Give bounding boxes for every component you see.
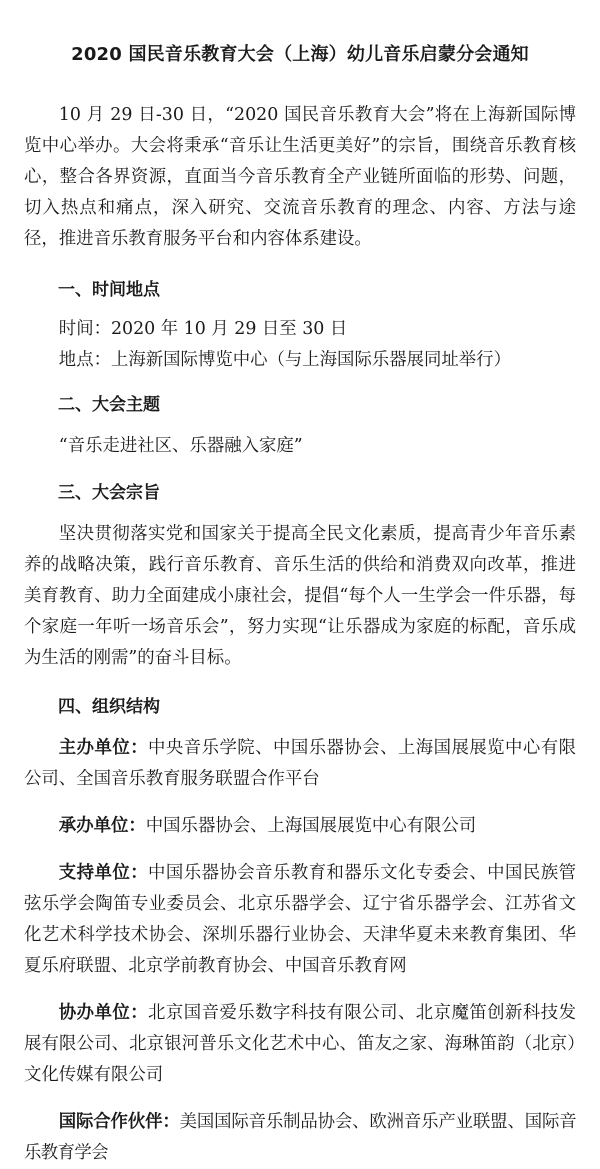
- coorganizer-label: 协办单位：: [58, 1003, 149, 1023]
- heading-organization: 四、组织结构: [58, 697, 160, 717]
- organizer-label: 承办单位：: [58, 816, 146, 836]
- host-label: 主办单位：: [58, 738, 149, 758]
- heading-time-place: 一、时间地点: [58, 280, 160, 300]
- event-place: 地点：上海新国际博览中心（与上海国际乐器展同址举行）: [58, 350, 511, 370]
- theme-text: “音乐走进社区、乐器融入家庭”: [58, 436, 303, 456]
- host-units: [24, 733, 576, 795]
- support-text: 中国乐器协会音乐教育和器乐文化专委会、中国民族管弦乐学会陶笛专业委员会、北京乐器学会、辽宁省乐器学会、江苏省文化艺术科学技术协会、深圳乐器行业协会、天津华夏未来教育集团、华夏乐府联盟、北京学前教育协会、中国音乐教育网: [24, 863, 576, 976]
- support-units: [24, 858, 576, 982]
- host-text: 中央音乐学院、中国乐器协会、上海国展展览中心有限公司、全国音乐教育服务联盟合作平台: [24, 738, 576, 789]
- support-label: 支持单位：: [58, 863, 149, 883]
- event-time: 时间：2020 年 10 月 29 日至 30 日: [58, 319, 348, 339]
- coorganizer-units: [24, 998, 576, 1091]
- partner-text: 美国国际音乐制品协会、欧洲音乐产业联盟、国际音乐教育学会: [24, 1112, 576, 1163]
- heading-purpose: 三、大会宗旨: [58, 483, 160, 503]
- purpose-paragraph: 坚决贯彻落实党和国家关于提高全民文化素质，提高青少年音乐素养的战略决策，践行音乐教育、音乐生活的供给和消费双向改革，推进美育教育、助力全面建成小康社会，提倡“每个人一生学会一件乐器，每个家庭一年听一场音乐会”，努力实现“让乐器成为家庭的标配，音乐成为生活的刚需”的奋斗目标。: [24, 524, 576, 668]
- intro-paragraph: 10 月 29 日-30 日，“2020 国民音乐教育大会”将在上海新国际博览中心举办。大会将秉承“音乐让生活更美好”的宗旨，围绕音乐教育核心，整合各界资源，直面当今音乐教育全产业链所面临的形势、问题，切入热点和痛点，深入研究、交流音乐教育的理念、内容、方法与途径，推进音乐教育服务平台和内容体系建设。: [24, 105, 576, 249]
- organizer-text: 中国乐器协会、上海国展展览中心有限公司: [145, 816, 477, 836]
- partner-units: [24, 1107, 576, 1169]
- organizer-units: [24, 811, 576, 842]
- heading-theme: 二、大会主题: [58, 395, 160, 415]
- partner-label: 国际合作伙伴：: [58, 1112, 180, 1132]
- coorganizer-text: 北京国音爱乐数字科技有限公司、北京魔笛创新科技发展有限公司、北京银河普乐文化艺术中心、笛友之家、海琳笛韵（北京）文化传媒有限公司: [24, 1003, 576, 1085]
- document-title: 2020 国民音乐教育大会（上海）幼儿音乐启蒙分会通知: [71, 44, 529, 65]
